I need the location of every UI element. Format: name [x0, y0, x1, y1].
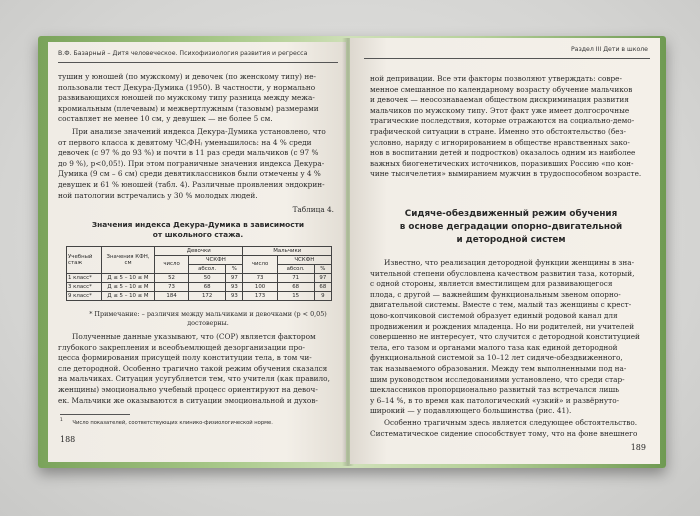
th-boys: Мальчики — [243, 247, 332, 256]
table-row — [67, 283, 332, 292]
cell-range: Д ≤ 5 – 10 ≤ М — [102, 292, 155, 301]
right-page — [350, 38, 660, 464]
cell-girls-abs: 172 — [189, 292, 226, 301]
text-line: плода, с другой — важнейшим функциональным звеном опорно- — [370, 289, 621, 299]
text-line: с одной стороны, является вместилищем для развивающегося — [370, 279, 613, 289]
text-line: чительной степени обусловлена качеством развития таза, который, — [370, 268, 635, 278]
text-line: менное смешанное по календарному возрасту обучение мальчиков — [370, 84, 633, 94]
text-line: кромиальным (плечевым) и межвертлужным (тазовым) размерами — [58, 103, 319, 113]
cell-girls-count: 52 — [155, 274, 189, 283]
cell-girls-count: 73 — [155, 283, 189, 292]
text-line: шеклассников пропорционально развитый таз встречался лишь — [370, 385, 620, 395]
text-line: пользовали тест Декура-Думика (1950). В частности, у нормально — [58, 82, 316, 92]
text-line: от первого класса к девятому ЧС₍ФН₎ уменьшилось: на 4 % среди — [58, 137, 312, 147]
left-page — [48, 42, 346, 462]
heading-line: и детородной систем — [456, 235, 566, 245]
th-stage: Учебный стаж — [67, 247, 102, 274]
right-paragraph-2 — [370, 258, 652, 417]
text-line: условно, наряду с игнорированием в обществе нравственных зако- — [370, 137, 630, 147]
text-line: ек. Мальчики же оказываются в ситуации эмоциональной и духов- — [58, 395, 318, 405]
cell-girls-abs: 68 — [189, 283, 226, 292]
cell-girls-abs: 50 — [189, 274, 226, 283]
text-line: продвижения и рождения младенца. Но ни родителей, ни учителей — [370, 321, 635, 331]
text-line: ной патологии встречались у 30 % молодых людей. — [58, 190, 258, 200]
cell-boys-count: 173 — [243, 292, 277, 301]
footnote-text: Число показателей, соответствующих клинико-физиологической норме. — [72, 419, 273, 426]
text-line: до 9 %), р<0,05!). При этом пограничные значения индекса Декура- — [58, 158, 325, 168]
cell-boys-pct: 9 — [314, 292, 331, 301]
cell-range: Д ≤ 5 – 10 ≤ М — [102, 283, 155, 292]
text-line: ной депривации. Все эти факторы позволяют утверждать: совре- — [370, 74, 622, 83]
table-number: Таблица 4. — [292, 205, 334, 214]
th-boys-count: число — [243, 256, 277, 274]
cell-boys-abs: 15 — [277, 292, 314, 301]
th-index: Значения КФН, см — [102, 247, 155, 274]
th-boys-abs: абсол. — [277, 265, 314, 274]
table-title — [58, 220, 338, 240]
text-line: двигательной системы. Вместе с тем, малый таз женщины с крест- — [370, 300, 632, 310]
right-paragraph-1 — [370, 74, 652, 180]
heading-line: Сидяче-обездвиженный режим обучения — [404, 209, 618, 219]
th-girls-chs: ЧСКФН — [189, 256, 243, 265]
text-line: функциональной системой за 10–12 лет сидяче-обездвиженного, — [370, 353, 623, 363]
left-running-header: В.Ф. Базарный – Дитя человеческое. Психофизиология развития и регресса — [58, 50, 308, 57]
text-line: сле детородной. Особенно трагично такой режим обучения сказался — [58, 363, 328, 373]
text-line: чине тысячелетия» вымиранием мужчин в трудоспособном возрасте. — [370, 169, 642, 179]
th-girls-count: число — [155, 256, 189, 274]
cell-stage: 3 класс* — [67, 283, 102, 292]
th-boys-pct: % — [314, 265, 331, 274]
cell-girls-pct: 93 — [226, 292, 243, 301]
right-page-number: 189 — [630, 443, 646, 452]
left-paragraph-3 — [58, 332, 338, 406]
note-line: * Примечание: – различия между мальчиками и девочками (р < 0,05) — [89, 310, 327, 318]
right-paragraph-3 — [370, 418, 652, 439]
text-line: тела, его тазом и органами малого таза как единой детородной — [370, 342, 618, 352]
th-girls-abs: абсол. — [189, 265, 226, 274]
text-line: шим руководством исследованиями установлено, что среди стар- — [370, 374, 625, 384]
text-line: развивающихся юношей по мужскому типу разница между межа- — [58, 93, 315, 103]
text-line: и девочек — неосознаваемая обществом дискриминация развития — [370, 95, 629, 105]
text-line: Полученные данные указывают, что (СОР) является фактором — [72, 332, 316, 341]
cell-boys-abs: 68 — [277, 283, 314, 292]
text-line: важных биогенетических источников, поразивших Россию «по кон- — [370, 158, 634, 168]
text-line: совершенно не интересует, что случится с детородной конституцией — [370, 332, 640, 342]
cell-boys-pct: 68 — [314, 283, 331, 292]
table-title-line: от школьного стажа. — [152, 230, 244, 239]
text-line: цово-копчиковой системой образует единый родовой канал для — [370, 310, 618, 320]
text-line: Известно, что реализация детородной функции женщины в зна- — [384, 258, 635, 267]
data-table — [66, 246, 332, 301]
text-line: мальчиков по мужскому типу. Этот факт уже имеет долгосрочные — [370, 105, 630, 115]
text-line: так называемого образования. Между тем выполненными под на- — [370, 363, 627, 373]
table-row — [67, 292, 332, 301]
cell-boys-count: 100 — [243, 283, 277, 292]
text-line: трагические последствия, которые отражаются на социально-демо- — [370, 116, 635, 126]
footnote — [60, 418, 340, 426]
text-line: При анализе значений индекса Декура-Думика установлено, что — [72, 127, 326, 136]
section-heading — [370, 208, 652, 247]
note-line: достоверны. — [187, 319, 229, 327]
cell-boys-count: 73 — [243, 274, 277, 283]
text-line: нов в воспитании детей и подростков) оказалось одним из наиболее — [370, 148, 636, 158]
text-line: графической ситуации в стране. Именно это обстоятельство (без- — [370, 126, 626, 136]
table-title-line: Значения индекса Декура-Думика в зависимости — [91, 220, 305, 229]
right-header-rule — [364, 58, 650, 59]
table-note — [78, 310, 338, 328]
text-line: тушин у юношей (по мужскому) и девочек (по женскому типу) не- — [58, 72, 316, 81]
left-paragraph-1 — [58, 72, 338, 125]
heading-line: в основе деградации опорно-двигательной — [399, 222, 623, 232]
cell-girls-pct: 93 — [226, 283, 243, 292]
th-girls-pct: % — [226, 265, 243, 274]
footnote-rule — [60, 414, 130, 415]
right-running-header: Раздел III Дети в школе — [570, 46, 648, 53]
text-line: широкий — у подавляющего большинства (рис. 41). — [370, 406, 572, 416]
table-row — [67, 274, 332, 283]
footnote-mark: 1 — [60, 418, 63, 423]
text-line: на мальчиках. Ситуация усугубляется тем, что учителя (как правило, — [58, 374, 330, 384]
text-line: девушек и 61 % юношей (табл. 4). Различные проявления эндокрин- — [58, 179, 325, 189]
text-line: Особенно трагичным здесь является следующее обстоятельство. — [384, 418, 638, 427]
cell-boys-pct: 97 — [314, 274, 331, 283]
cell-girls-pct: 97 — [226, 274, 243, 283]
left-paragraph-2 — [58, 127, 338, 201]
left-header-rule — [58, 62, 338, 63]
text-line: цесса формирования присущей полу конституции тела, в том чи- — [58, 353, 312, 363]
th-boys-chs: ЧСКФН — [277, 256, 331, 265]
text-line: женщины) эмоционально учебный процесс ориентируют на девоч- — [58, 384, 318, 394]
text-line: девочек (с 97 % до 93 %) и почти в 11 раз среди мальчиков (с 97 % — [58, 148, 319, 158]
th-girls: Девочки — [155, 247, 243, 256]
text-line: Думика (9 см – 6 см) среди девятиклассников были отмечены у 4 % — [58, 169, 321, 179]
left-page-number: 188 — [60, 435, 76, 444]
cell-stage: 1 класс* — [67, 274, 102, 283]
cell-range: Д ≤ 5 – 10 ≤ М — [102, 274, 155, 283]
text-line: у 6–14 %, в то время как патологический «узкий» и развёрнуто- — [370, 395, 620, 405]
cell-stage: 9 класс* — [67, 292, 102, 301]
cell-boys-abs: 71 — [277, 274, 314, 283]
text-line: глубокого закрепления и всеобъемлющей дезорганизации про- — [58, 342, 305, 352]
text-line: Систематическое сидение способствует тому, что на фоне внешнего — [370, 428, 638, 438]
cell-girls-count: 184 — [155, 292, 189, 301]
text-line: составляет не менее 10 см, у девушек — не более 5 см. — [58, 114, 273, 124]
